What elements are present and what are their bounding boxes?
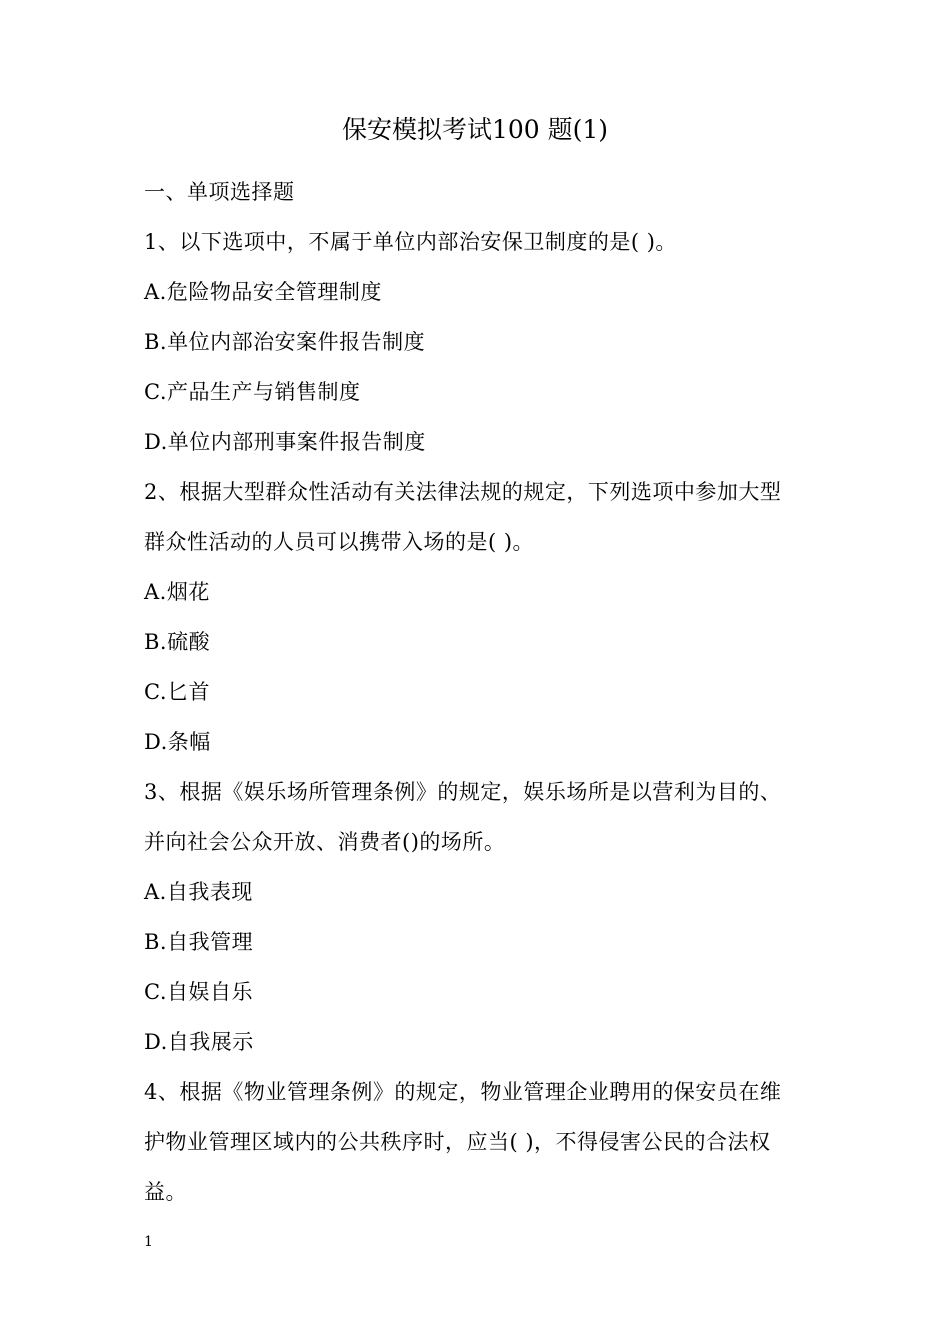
question-2-text-line-1: 2、根据大型群众性活动有关法律法规的规定，下列选项中参加大型: [144, 480, 782, 504]
question-3-option-c: C.自娱自乐: [144, 980, 253, 1004]
document-body: [144, 167, 824, 1217]
question-1-option-a: A.危险物品安全管理制度: [144, 280, 382, 304]
question-2-text-line-2: 群众性活动的人员可以携带入场的是( )。: [144, 530, 535, 554]
question-1-option-b: B.单位内部治安案件报告制度: [144, 330, 426, 354]
question-1-text: 1、以下选项中，不属于单位内部治安保卫制度的是( )。: [144, 230, 677, 254]
question-3-option-d: D.自我展示: [144, 1030, 254, 1054]
question-2-option-b: B.硫酸: [144, 630, 211, 654]
question-1-option-d: D.单位内部刑事案件报告制度: [144, 430, 426, 454]
question-2-option-a: A.烟花: [144, 580, 210, 604]
question-3-option-b: B.自我管理: [144, 930, 254, 954]
question-2-option-d: D.条幅: [144, 730, 211, 754]
page-number: 1: [144, 1234, 153, 1250]
question-3-option-a: A.自我表现: [144, 880, 253, 904]
question-4-text-line-3: 益。: [144, 1180, 187, 1204]
question-4-text-line-1: 4、根据《物业管理条例》的规定，物业管理企业聘用的保安员在维: [144, 1080, 782, 1104]
question-4-text-line-2: 护物业管理区域内的公共秩序时，应当( )，不得侵害公民的合法权: [144, 1130, 771, 1154]
question-2-option-c: C.匕首: [144, 680, 210, 704]
question-3-text-line-1: 3、根据《娱乐场所管理条例》的规定，娱乐场所是以营利为目的、: [144, 780, 782, 804]
question-3-text-line-2: 并向社会公众开放、消费者()的场所。: [144, 830, 506, 854]
section-heading: 一、单项选择题: [144, 180, 295, 204]
question-1-option-c: C.产品生产与销售制度: [144, 380, 361, 404]
document-title: 保安模拟考试100 题(1): [341, 115, 609, 144]
